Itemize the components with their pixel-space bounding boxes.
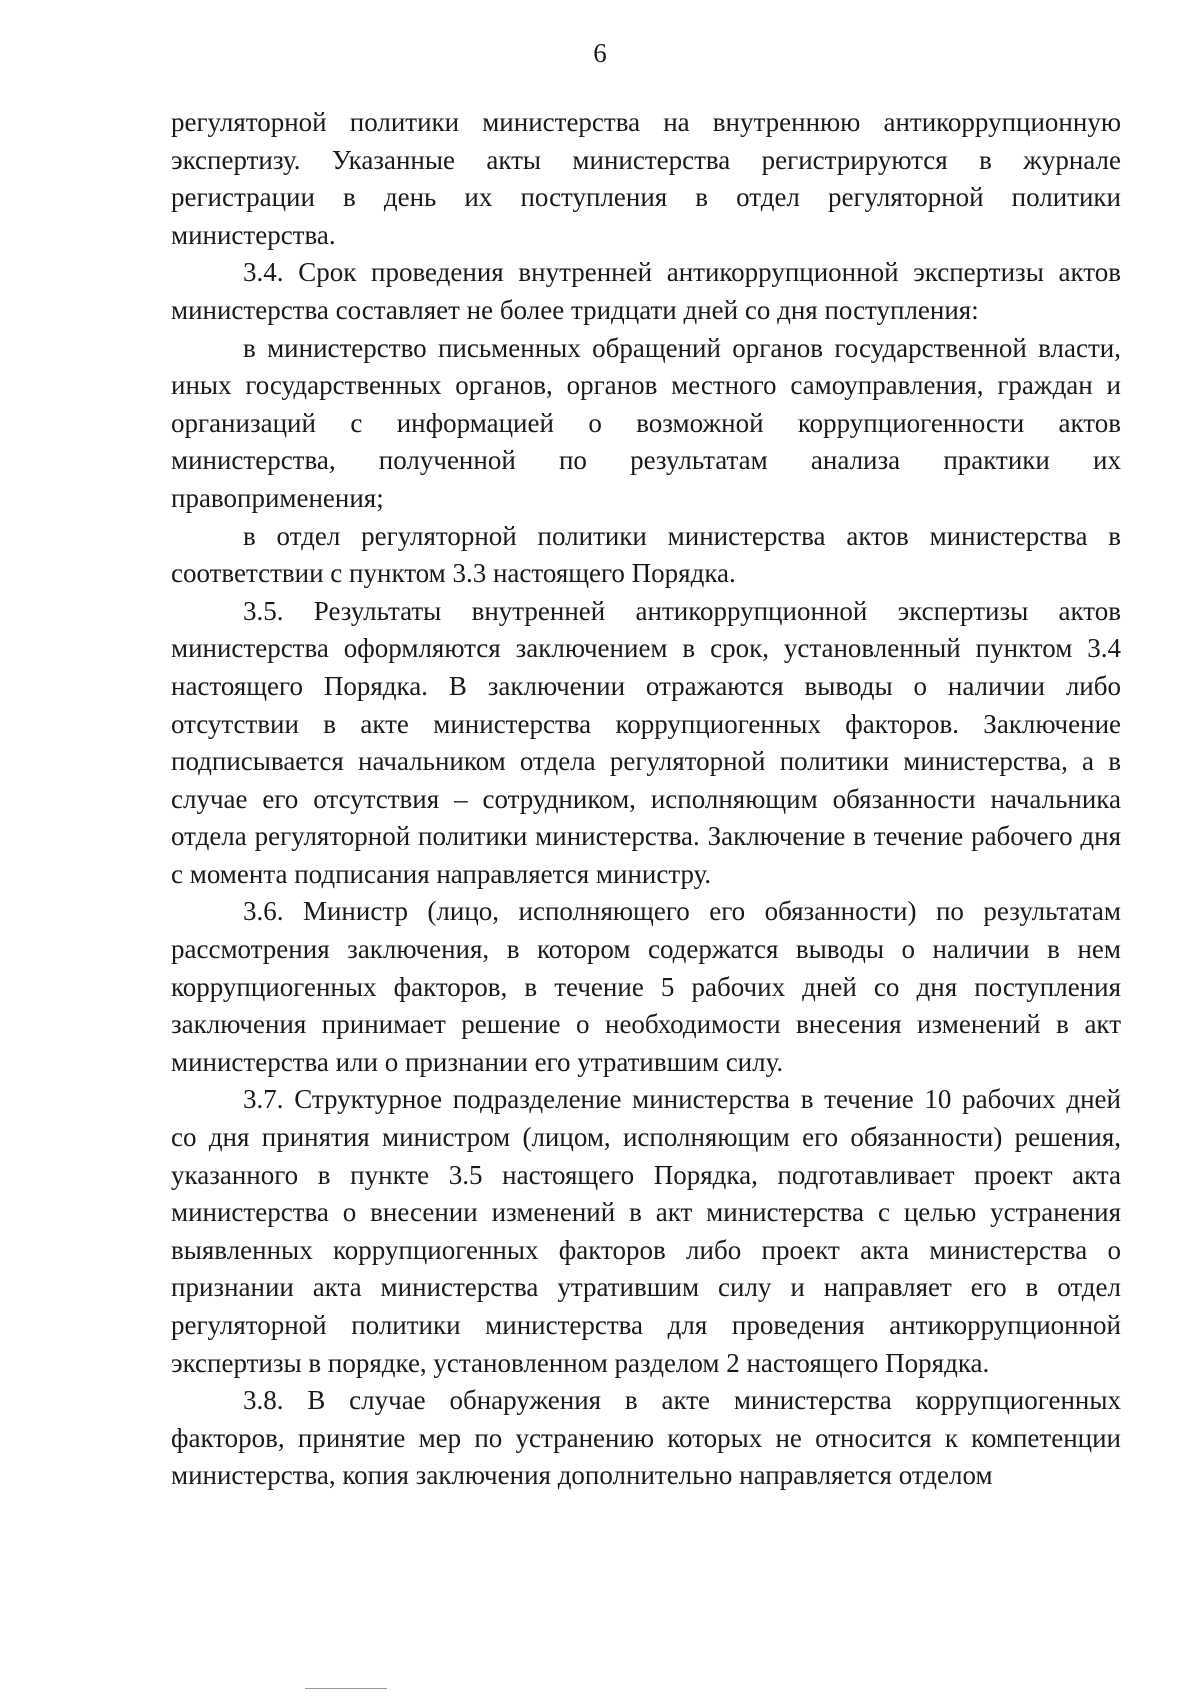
paragraph-3-6: 3.6. Министр (лицо, исполняющего его обязанности) по результатам рассмотрения заключения, в котором содержатся выводы о наличии в нем коррупциогенных факторов, в течение 5 рабочих дней со дня поступления заключения принимает решение о необходимости внесения изменений в акт министерства или о признании его утратившим силу. xyxy=(171,896,1121,1077)
paragraph-3-8: 3.8. В случае обнаружения в акте министерства коррупциогенных факторов, принятие мер по устранению которых не относится к компетенции министерства, копия заключения дополнительно направляется отделом xyxy=(171,1385,1121,1491)
paragraph-3-7: 3.7. Структурное подразделение министерства в течение 10 рабочих дней со дня принятия министром (лицом, исполняющим его обязанности) решения, указанного в пункте 3.5 настоящего Порядка, подготавливает проект акта министерства о внесении изменений в акт министерства с целью устранения выявленных коррупциогенных факторов либо проект акта министерства о признании акта министерства утратившим силу и направляет его в отдел регуляторной политики министерства для проведения антикоррупционной экспертизы в порядке, установленном разделом 2 настоящего Порядка. xyxy=(171,1084,1121,1378)
paragraph-3-4-item-2: в отдел регуляторной политики министерства актов министерства в соответствии с пунктом 3.3 настоящего Порядка. xyxy=(171,520,1121,589)
paragraph-3-5: 3.5. Результаты внутренней антикоррупционной экспертизы актов министерства оформляются заключением в срок, установленный пунктом 3.4 настоящего Порядка. В заключении отражаются выводы о наличии либо отсутствии в акте министерства коррупциогенных факторов. Заключение подписывается начальником отдела регуляторной политики министерства, а в случае его отсутствия – сотрудником, исполняющим обязанности начальника отдела регуляторной политики министерства. Заключение в течение рабочего дня с момента подписания направляется министру. xyxy=(171,595,1121,889)
page-number: 6 xyxy=(593,38,607,68)
footer-divider xyxy=(305,1688,387,1689)
paragraph-continuation: регуляторной политики министерства на внутреннюю антикоррупционную экспертизу. Указанные акты министерства регистрируются в журнале регистрации в день их поступления в отдел регуляторной политики министерства. xyxy=(171,107,1121,250)
document-body xyxy=(171,104,1121,1495)
paragraph-3-4: 3.4. Срок проведения внутренней антикоррупционной экспертизы актов министерства составляет не более тридцати дней со дня поступления: xyxy=(171,257,1121,325)
paragraph-3-4-item-1: в министерство письменных обращений органов государственной власти, иных государственных органов, органов местного самоуправления, граждан и организаций с информацией о возможной коррупциогенности актов министерства, полученной по результатам анализа практики их правоприменения; xyxy=(171,332,1121,513)
